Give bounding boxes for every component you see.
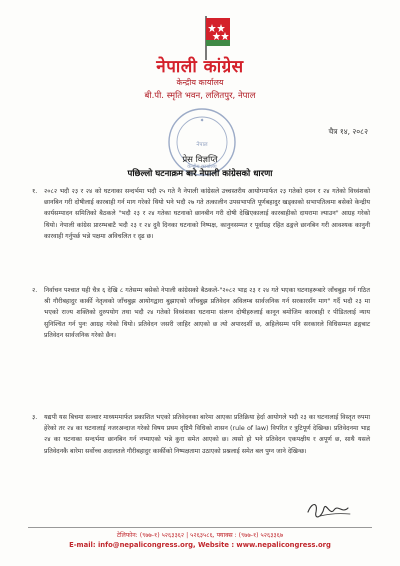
paragraph-1 — [32, 186, 370, 242]
press-release-label: प्रेस विज्ञप्ति — [182, 155, 218, 165]
release-date: चैत्र १४, २०८२ — [328, 127, 368, 136]
footer-divider — [28, 527, 372, 528]
organization-name: नेपाली कांग्रेस — [156, 57, 244, 77]
svg-text:केन्द्रीय कार्यालय: केन्द्रीय कार्यालय — [187, 164, 217, 170]
footer-email-website: E-mail: info@nepalicongress.org, Website : www.nepalicongress.org — [69, 541, 331, 549]
paragraph-text: निर्वाचन पश्चात यही चैत्र ६ देखि ८ गतेसम्म बसेको नेपाली कांग्रेसको बैठकले-"२०८२ भाद्र २३ र २४ गते भएका घटनाहरूबारे जाँचबुझ गर्न गठित श्री गौरीबहादुर कार्की नेतृत्वको जाँचबुझ आयोगद्वारा बुझाएको जाँचबुझ प्रतिवेदन अविलम्ब सार्वजनिक गर्न सरकारसँग माग" गर्दै भदौ २३ मा भएको राज्य शक्तिको दुरुपयोग तथा भदौ २४ गतेको विध्वंशका घटनामा संलग्न दोषीहरुलाई कानून बमोजिम कारबाही र पीडितलाई न्याय सुनिश्चित गर्न पुनः आग्रह गरेको थियो। प्रतिवेदन जसरी जाहिर आएको छ त्यो अपारदर्शी छ, अहिलेसम्म पनि सरकारले विधिसम्मत ढङ्गबाट प्रतिवेदन सार्वजनिक गरेको छैन। — [44, 287, 370, 339]
paragraph-number: २. — [32, 287, 38, 294]
paragraph-2 — [32, 285, 370, 341]
svg-text:नेपाल: नेपाल — [196, 142, 208, 148]
paragraph-text: यद्यपी यस बिचमा सञ्चार माध्यममार्फत प्रकाशित भएको प्रतिवेदनका बारेमा आएका प्रतिक्रिया हेर्दा आयोगले भदौ २३ का घटनालाई विस्तृत रुपमा हेरेको तर २४ का घटनालाई नजरअन्दाज गरेको विषय प्रथम दृष्टिमै विधिको शासन (rule of law) विपरित र त्रुटिपूर्ण देखिन्छ। प्रतिवेदनमा भाद्र २४ का घटनाका सन्दर्भमा छानबिन गर्न नभ्याएको भन्ने कुरा समेत आएको छ। त्यसो हो भने प्रतिवेदन एकपक्षीय र अपूर्ण छ, साथै यसले प्रतिवेदनकै बारेमा सर्वोच्च अदालतले गौरीबहादुर कार्कीको निष्पक्षतामा उठाएको प्रश्नलाई समेत बल पुग्न जाने देखिन्छ। — [44, 414, 370, 455]
paragraph-3 — [32, 412, 370, 457]
paragraph-number: १. — [32, 188, 38, 195]
signature — [302, 494, 358, 524]
press-release-subject: पछिल्लो घटनाक्रम बारे नेपाली कांग्रेसको धारणा — [127, 169, 273, 179]
footer-phone-fax: टेलिफोन: (९७७-१) ५२६३३६२ | ५२६३५८६, फ्याक्स : (९७७-१) ५२६३३६७ — [116, 532, 284, 539]
office-name: केन्द्रीय कार्यालय — [176, 78, 224, 87]
office-address: बी.पी. स्मृति भवन, ललितपुर, नेपाल — [144, 91, 256, 101]
paragraph-text: २०८२ भदौ २३ र २४ को घटनाका सन्दर्भमा भदौ २५ गते नै नेपाली कांग्रेसले उच्चस्तरीय आयोगमार्फत २३ गतेको दमन र २४ गतेको विध्वंशको छानबिन गरी दोषीलाई कारबाही गर्न माग गरेको थियो भने भदौ २७ गते तत्कालीन उपसभापति पूर्णबहादुर खड्काको सभापतित्वमा बसेको केन्द्रीय कार्यसम्पादन समितिको बैठकले "भदौ २३ र २४ गतेका घटनाको छानबीन गरी दोषी देखिएकालाई कारबाहीको दायरामा ल्याउन" आग्रह गरेको थियो। नेपाली कांग्रेस प्रारम्भबाटै भदौ २३ र २४ दुवै दिनका घटनाको निष्पक्ष, कानुनसम्मत र पूर्वाग्रह रहित ढङ्गले छानबिन गरी आवश्यक कानुनी कारवाही गर्नुपर्छ भन्ने पक्षमा अविचलित र दृढ छ। — [44, 188, 370, 240]
svg-text:✦: ✦ — [199, 118, 205, 124]
paragraph-number: ३. — [32, 414, 38, 421]
